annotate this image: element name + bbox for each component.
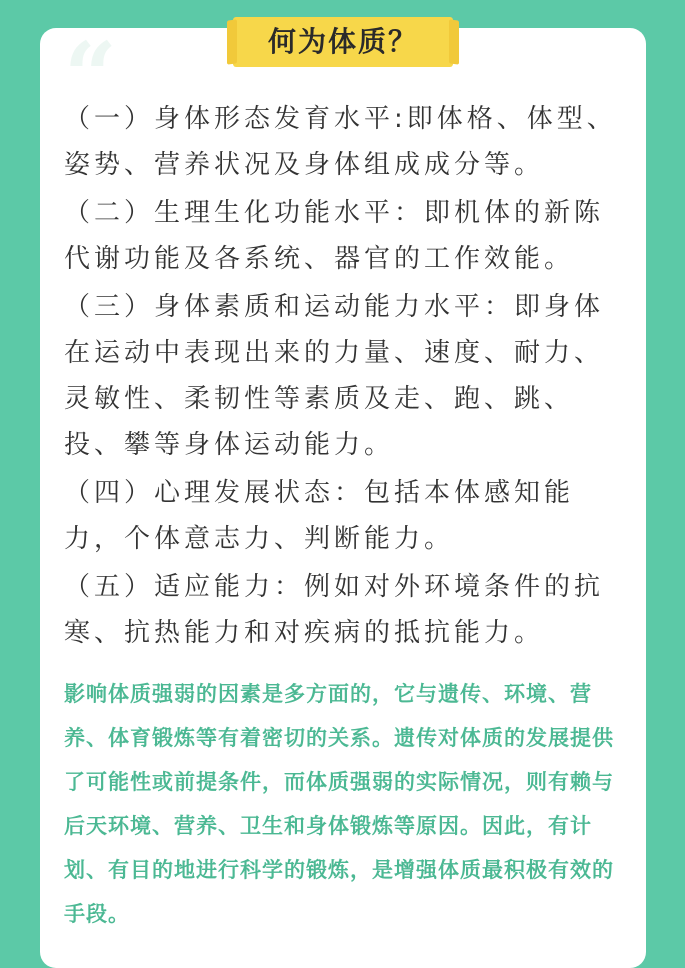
item-list xyxy=(64,96,624,656)
list-item: （一）身体形态发育水平:即体格、体型、姿势、营养状况及身体组成成分等。 xyxy=(64,104,617,180)
quote-mark-icon: “ xyxy=(64,22,117,130)
page-title: 何为体质？ xyxy=(267,25,418,58)
list-item: （三）身体素质和运动能力水平：即身体在运动中表现出来的力量、速度、耐力、灵敏性、柔韧性等素质及走、跑、跳、投、攀等身体运动能力。 xyxy=(64,292,605,460)
summary-paragraph: 影响体质强弱的因素是多方面的，它与遗传、环境、营养、体育锻炼等有着密切的关系。遗传对体质的发展提供了可能性或前提条件，而体质强弱的实际情况，则有赖与后天环境、营养、卫生和身体锻炼等原因。因此，有计划、有目的地进行科学的锻炼，是增强体质最积极有效的手段。 xyxy=(64,682,614,926)
title-banner xyxy=(233,17,453,67)
list-item: （五）适应能力：例如对外环境条件的抗寒、抗热能力和对疾病的抵抗能力。 xyxy=(64,572,605,648)
list-item: （四）心理发展状态：包括本体感知能力，个体意志力、判断能力。 xyxy=(64,478,575,554)
list-item: （二）生理生化功能水平：即机体的新陈代谢功能及各系统、器官的工作效能。 xyxy=(64,198,605,274)
